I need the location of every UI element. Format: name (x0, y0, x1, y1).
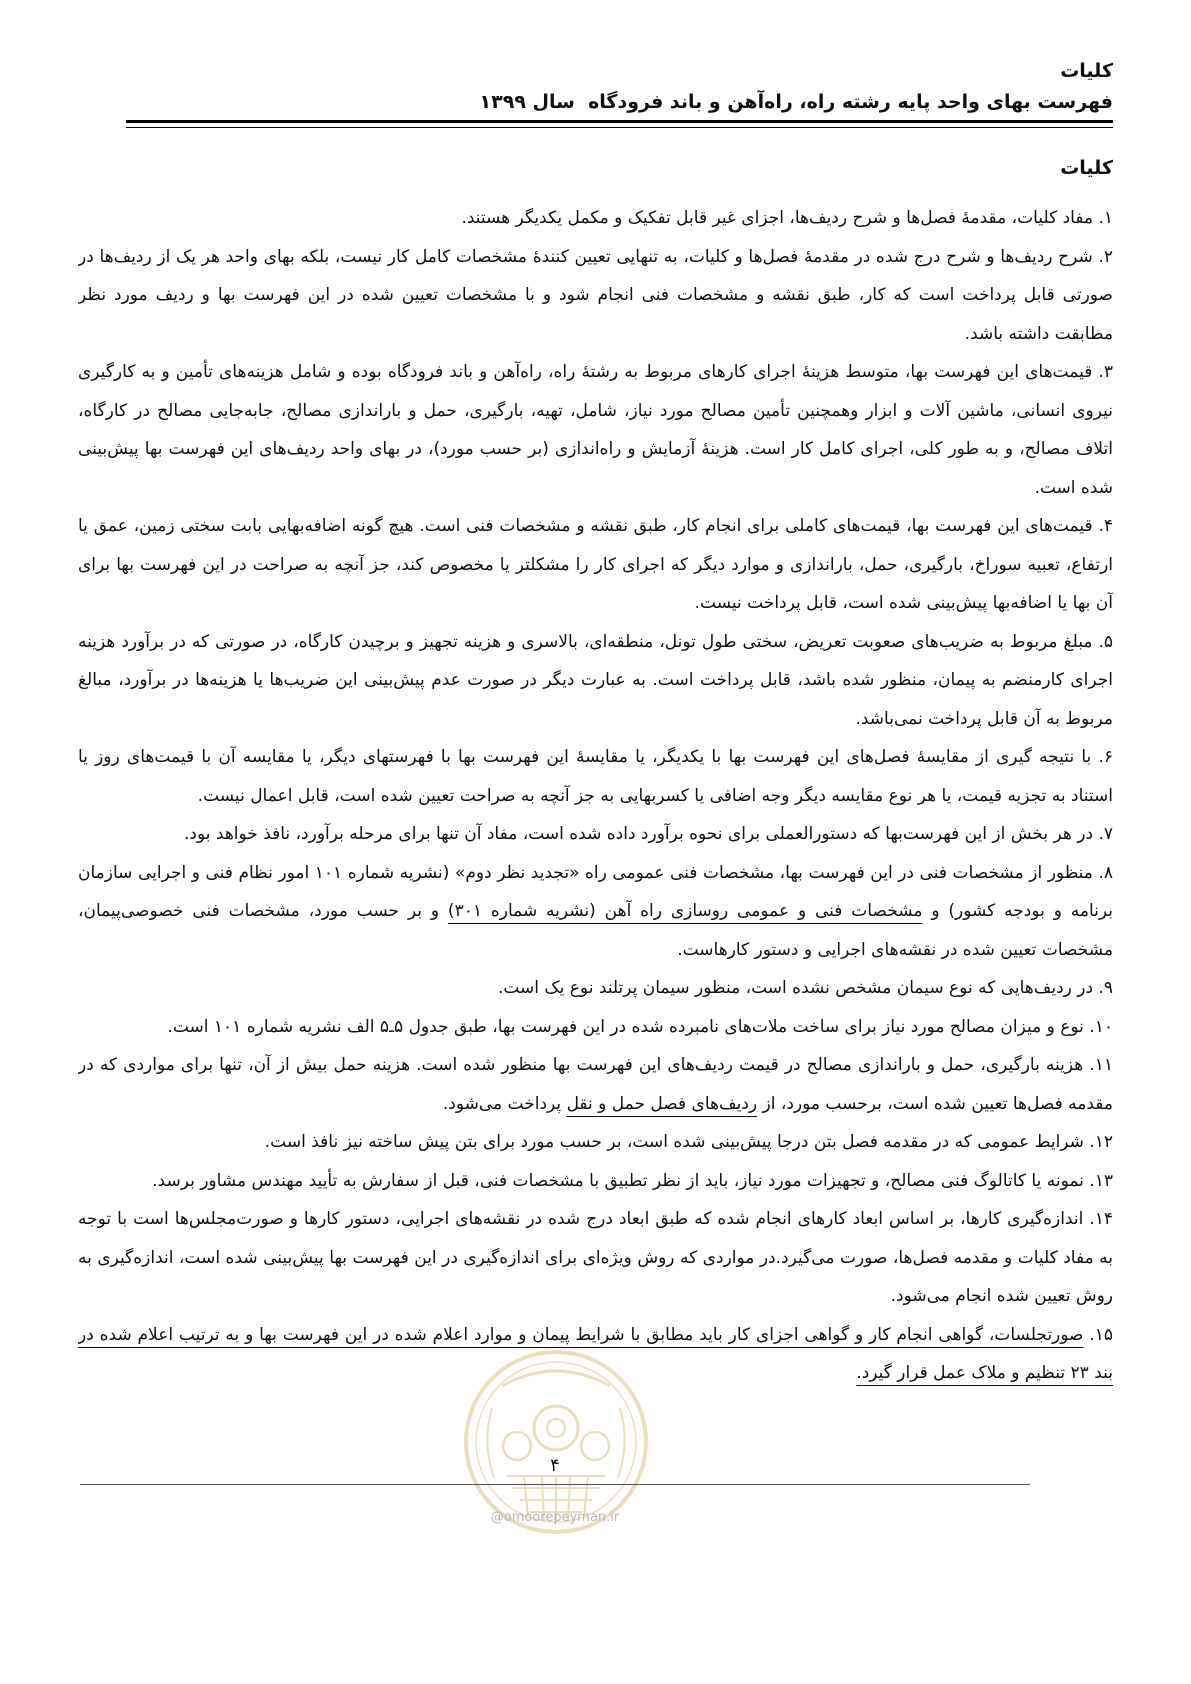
clause-item-2 (78, 238, 1113, 354)
clause-text: مفاد کلیات، مقدمهٔ فصل‌ها و شرح ردیف‌ها، اجزای غیر قابل تفکیک و مکمل یکدیگر هستند. (461, 208, 1094, 228)
watermark-text: @omoorepeyman.ir (490, 1510, 620, 1525)
clause-text: و بر حسب مورد، مشخصات فنی خصوصی‌پیمان، مشخصات تعیین شده در نقشه‌های اجرایی و دستور کارهاست. (78, 901, 1113, 960)
clause-number: ۴. (1098, 516, 1113, 536)
clause-item-8 (78, 854, 1113, 970)
clause-text-underlined: صورتجلسات، گواهی انجام کار و گواهی اجزای کار باید مطابق با شرایط پیمان و موارد اعلام شده در این فهرست بها و به ترتیب اعلام شده در بند ۲۳ تنظیم و ملاک عمل قرار گیرد. (78, 1324, 1113, 1383)
clause-text: اندازه‌گیری کارها، بر اساس ابعاد کارهای انجام شده که طبق ابعاد درج شده در نقشه‌های اجرایی، دستور کارها و صورت‌مجلس‌ها است با توجه به مفاد کلیات و مقدمه فصل‌ها، صورت می‌گیرد.در مواردی که روش ویژه‌ای برای اندازه‌گیری در این فهرست بها پیش‌بینی شده است، اندازه‌گیری به روش تعیین شده انجام می‌شود. (78, 1209, 1113, 1306)
clause-number: ۶. (1098, 747, 1113, 767)
header-section-name: کلیات (1060, 60, 1113, 82)
clause-item-3 (78, 353, 1113, 507)
clause-item-7 (78, 815, 1113, 854)
clause-number: ۱۱. (1089, 1055, 1113, 1075)
clause-number: ۱. (1098, 208, 1113, 228)
clause-item-9 (78, 969, 1113, 1008)
clause-text: منظور از مشخصات فنی در این فهرست بها، مشخصات فنی عمومی راه «تجدید نظر دوم» (نشریه شماره ۱۰۱ امور نظام فنی و اجرایی سازمان برنامه و بودجه کشور) و (78, 862, 1113, 921)
clauses-list (78, 199, 1113, 1444)
clause-number: ۸. (1098, 862, 1113, 883)
clause-text: با نتیجه گیری از مقایسهٔ فصل‌های این فهرست بها با یکدیگر، یا مقایسهٔ این فهرست بها با فهرستهای دیگر، یا مقایسه آن با قیمت‌های روز یا استناد به تجزیه قیمت، یا هر نوع مقایسه دیگر وجه اضافی یا کسربهایی به جز آنچه به صراحت تعیین شده است، قابل اعمال نیست. (78, 747, 1113, 806)
clause-item-5 (78, 623, 1113, 739)
clause-item-6 (78, 738, 1113, 815)
clause-text: قیمت‌های این فهرست بها، متوسط هزینهٔ اجرای کارهای مربوط به رشتهٔ راه، راه‌آهن و باند فرودگاه بوده و شامل هزینه‌های تأمین و به کارگیری نیروی انسانی، ماشین آلات و ابزار وهمچنین تأمین مصالح مورد نیاز، شامل، تهیه، بارگیری، حمل و باراندازی مصالح، جابه‌جایی مصالح در کارگاه، اتلاف مصالح، و به طور کلی، اجرای کامل کار است. هزینهٔ آزمایش و راه‌اندازی (بر حسب مورد)، در بهای واحد ردیف‌های این فهرست بها پیش‌بینی شده است. (78, 362, 1113, 498)
clause-number: ۲. (1098, 246, 1113, 267)
clause-item-11 (78, 1046, 1113, 1123)
clause-item-15 (78, 1316, 1113, 1393)
header-rule-thin (126, 127, 1113, 128)
clause-item-14 (78, 1200, 1113, 1316)
clause-number: ۳. (1098, 362, 1113, 382)
clause-number: ۱۳. (1089, 1170, 1113, 1191)
page-header (126, 56, 1113, 118)
clause-item-1 (78, 199, 1113, 238)
clause-text: در هر بخش از این فهرست‌بها که دستورالعملی برای نحوه برآورد داده شده است، مفاد آن تنها برای مرحله برآورد، نافذ خواهد بود. (184, 824, 1094, 844)
clause-text: در ردیف‌هایی که نوع سیمان مشخص نشده است، منظور سیمان پرتلند نوع یک است. (497, 978, 1094, 998)
clause-text-underlined: ردیف‌های فصل حمل و نقل (566, 1093, 758, 1114)
section-title: کلیات (1060, 157, 1113, 179)
clause-text: پرداخت می‌شود. (442, 1093, 567, 1114)
clause-number: ۱۲. (1089, 1132, 1113, 1152)
clause-text-underlined: مشخصات فنی و عمومی روسازی راه آهن (نشریه شماره ۳۰۱) (447, 901, 923, 921)
header-document-title: فهرست بهای واحد پایه رشته راه، راه‌آهن و باند فرودگاه سال ۱۳۹۹ (479, 91, 1113, 113)
header-rule-thick (126, 120, 1113, 123)
footer-rule (80, 1484, 1030, 1485)
clause-number: ۱۴. (1089, 1209, 1113, 1229)
clause-text: هزینه بارگیری، حمل و باراندازی مصالح در قیمت ردیف‌های این فهرست بها منظور شده است. هزینه حمل بیش از آن، تنها برای مواردی که در مقدمه فصل‌ها تعیین شده است، برحسب مورد، از (78, 1055, 1113, 1114)
clause-number: ۷. (1098, 824, 1113, 844)
clause-text: شرایط عمومی که در مقدمه فصل بتن درجا پیش‌بینی شده است، بر حسب مورد برای بتن پیش ساخته نیز نافذ است. (264, 1132, 1084, 1152)
clause-item-13 (78, 1162, 1113, 1201)
clause-item-4 (78, 507, 1113, 623)
clause-item-10 (78, 1008, 1113, 1047)
clause-item-12 (78, 1123, 1113, 1162)
clause-text: نوع و میزان مصالح مورد نیاز برای ساخت ملات‌های نامبرده شده در این فهرست بها، طبق جدول ۵ـ۵ الف نشریه شماره ۱۰۱ است. (167, 1016, 1084, 1037)
clause-number: ۵. (1098, 631, 1113, 652)
clause-number: ۱۰. (1089, 1016, 1113, 1037)
clause-number: ۹. (1098, 978, 1113, 998)
clause-text: قیمت‌های این فهرست بها، قیمت‌های کاملی برای انجام کار، طبق نقشه و مشخصات فنی است. هیچ گونه اضافه‌بهایی بابت سختی زمین، عمق یا ارتفاع، تعبیه سوراخ، بارگیری، حمل، باراندازی و موارد دیگر که اجرای کار را مشکلتر یا مخصوص کند، جز آنچه به صراحت در این فهرست بها برای آن بها یا اضافه‌بها پیش‌بینی شده است، قابل پرداخت نیست. (78, 516, 1113, 613)
clause-text: مبلغ مربوط به ضریب‌های صعوبت تعریض، سختی طول تونل، منطقه‌ای، بالاسری و هزینه تجهیز و برچیدن کارگاه، در صورتی که در برآورد هزینه اجرای کارمنضم به پیمان، منظور شده باشد، قابل پرداخت است. به عبارت دیگر در صورت عدم پیش‌بینی این ضریب‌ها یا هزینه‌ها در برآورد، مبالغ مربوط به آن قابل پرداخت نمی‌باشد. (78, 631, 1113, 729)
clause-text: نمونه یا کاتالوگ فنی مصالح، و تجهیزات مورد نیاز، باید از نظر تطبیق با مشخصات فنی، قبل از سفارش به تأیید مهندس مشاور برسد. (152, 1170, 1084, 1191)
clause-number: ۱۵. (1089, 1324, 1113, 1345)
page-number: ۴ (550, 1455, 560, 1476)
clause-text: شرح ردیف‌ها و شرح درج شده در مقدمهٔ فصل‌ها و کلیات، به تنهایی تعیین کنندهٔ مشخصات کامل کار نیست، بلکه بهای واحد هر یک از ردیف‌ها در صورتی قابل پرداخت است که کار، طبق نقشه و مشخصات فنی انجام شود و با مشخصات تعیین شده در این فهرست بها و ردیف مورد نظر مطابقت داشته باشد. (78, 246, 1113, 344)
